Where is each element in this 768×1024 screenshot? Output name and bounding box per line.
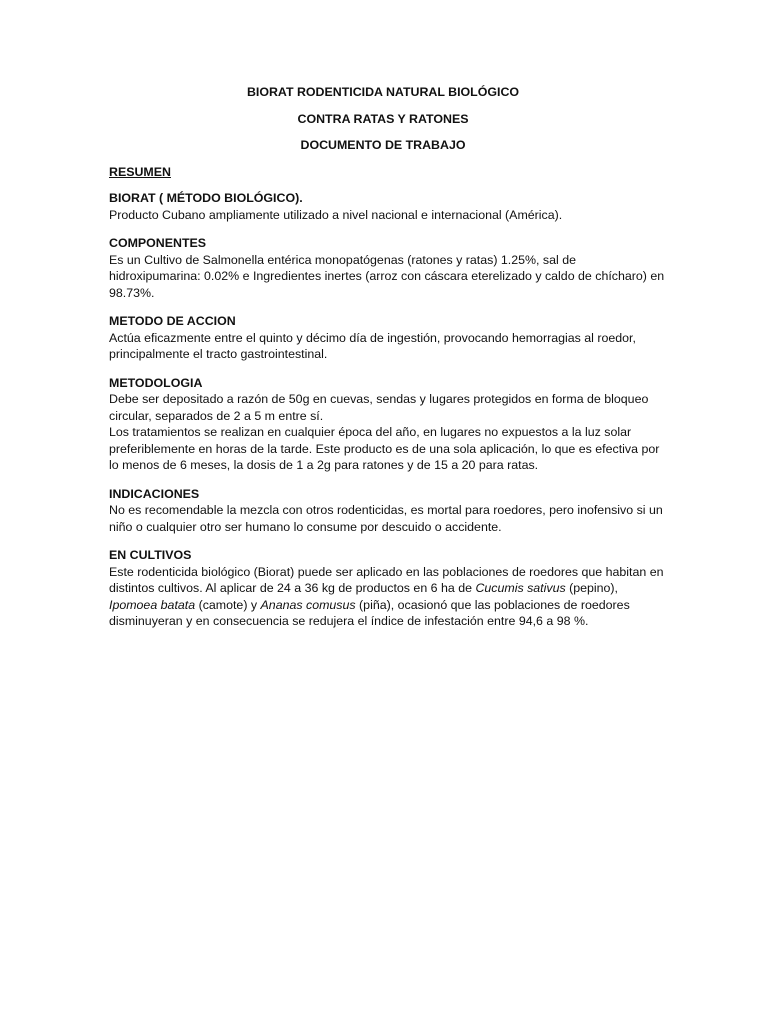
section-paragraph-2: Los tratamientos se realizan en cualquier época del año, en lugares no expuestos a la luz solar preferiblemente en horas de la tarde. Este producto es de una sola aplicación, lo que es efectiva por lo menos de 6 meses, la dosis de 1 a 2g para ratones y de 15 a 20 para ratas. xyxy=(109,425,660,472)
section-paragraph-1: Debe ser depositado a razón de 50g en cuevas, sendas y lugares protegidos en forma de bloqueo circular, separados de 2 a 5 m entre sí. xyxy=(109,392,649,423)
section-heading: COMPONENTES xyxy=(109,236,207,250)
section-text: Es un Cultivo de Salmonella entérica monopatógenas (ratones y ratas) 1.25%, sal de hidroxipumarina: 0.02% e Ingredientes inertes (arroz con cáscara eterelizado y caldo de chícharo) en 98.73%. xyxy=(109,252,665,300)
section-indicaciones xyxy=(109,486,669,536)
section-biorat xyxy=(109,190,669,223)
section-text: Producto Cubano ampliamente utilizado a nivel nacional e internacional (América). xyxy=(109,207,563,222)
summary-label: RESUMEN xyxy=(109,164,171,179)
species-name: Ipomoea batata xyxy=(109,597,196,612)
species-name: Cucumis sativus xyxy=(475,581,566,595)
species-name: Ananas comusus xyxy=(260,597,356,612)
document-title-line-1: BIORAT RODENTICIDA NATURAL BIOLÓGICO xyxy=(246,85,520,99)
text-segment: (piña), ocasionó que las poblaciones de roedores disminuyeran y en consecuencia se redujera el índice de infestación entre 94,6 a 98 %. xyxy=(109,597,630,628)
text-segment: Este rodenticida biológico (Biorat) puede ser aplicado en las poblaciones de roedores que habitan en distintos cultivos. Al aplicar de 24 a 36 kg de productos en 6 ha de xyxy=(109,564,664,595)
section-metodologia xyxy=(109,375,669,474)
text-segment: (pepino), xyxy=(565,581,619,595)
text-segment: (camote) y xyxy=(195,597,261,612)
section-heading: EN CULTIVOS xyxy=(109,548,192,562)
section-heading: METODOLOGIA xyxy=(109,375,203,390)
section-heading: METODO DE ACCION xyxy=(109,314,236,328)
section-heading: BIORAT ( MÉTODO BIOLÓGICO). xyxy=(109,191,303,205)
section-heading: INDICACIONES xyxy=(109,486,200,501)
section-componentes xyxy=(109,235,669,301)
section-text xyxy=(109,564,669,630)
section-metodo-accion xyxy=(109,313,669,363)
section-text: No es recomendable la mezcla con otros rodenticidas, es mortal para roedores, pero inofensivo si un niño o cualquier otro ser humano lo consume por descuido o accidente. xyxy=(109,503,663,534)
document-title-line-2: CONTRA RATAS Y RATONES xyxy=(297,111,469,126)
document-content xyxy=(109,84,669,642)
section-text: Actúa eficazmente entre el quinto y décimo día de ingestión, provocando hemorragias al roedor, principalmente el tracto gastrointestinal. xyxy=(109,330,636,361)
document-title-line-3: DOCUMENTO DE TRABAJO xyxy=(300,138,466,152)
section-en-cultivos xyxy=(109,547,669,630)
